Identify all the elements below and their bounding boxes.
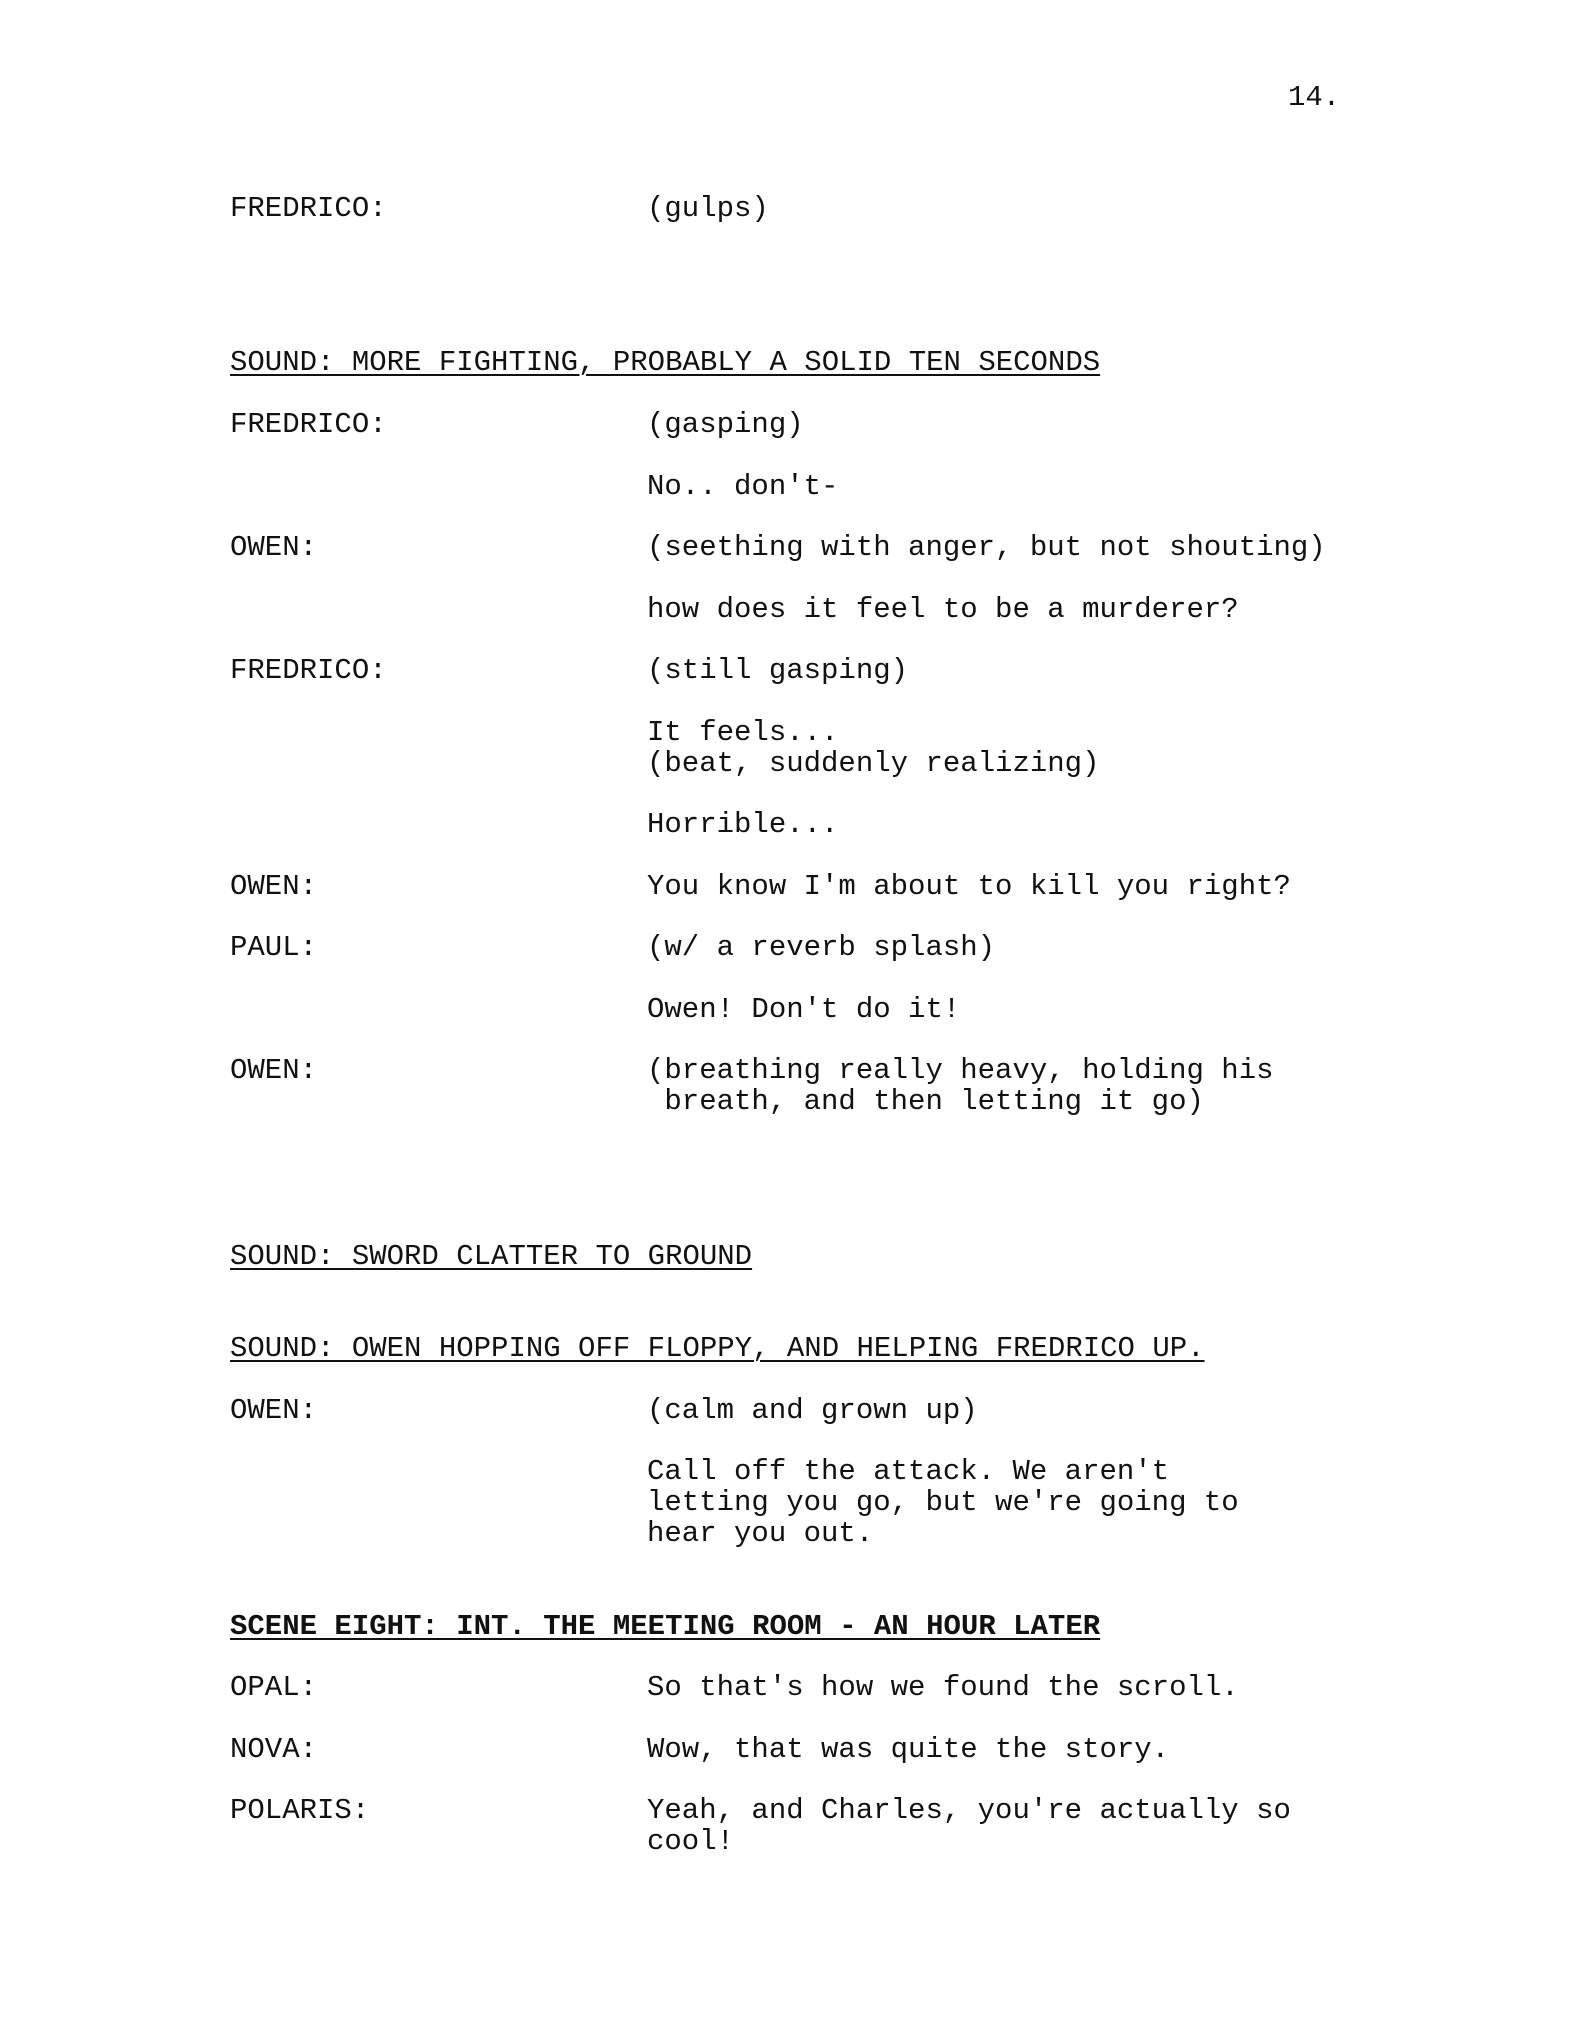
character-name: OPAL: (230, 1671, 318, 1704)
sound-cue: SOUND: OWEN HOPPING OFF FLOPPY, AND HELPING FREDRICO UP. (230, 1332, 1205, 1365)
dialogue-line: Owen! Don't do it! (647, 993, 961, 1026)
character-name: OWEN: (230, 870, 318, 903)
character-name: FREDRICO: (230, 654, 387, 687)
character-name: POLARIS: (230, 1794, 370, 1827)
character-name: NOVA: (230, 1733, 318, 1766)
dialogue-line: letting you go, but we're going to (647, 1486, 1239, 1519)
dialogue-line: Horrible... (647, 808, 839, 841)
parenthetical: (w/ a reverb splash) (647, 931, 996, 964)
character-name: OWEN: (230, 1394, 318, 1427)
character-name: FREDRICO: (230, 408, 387, 441)
dialogue-line: No.. don't- (647, 470, 839, 503)
parenthetical: (beat, suddenly realizing) (647, 747, 1100, 780)
character-name: OWEN: (230, 531, 318, 564)
dialogue-line: Yeah, and Charles, you're actually so (647, 1794, 1291, 1827)
parenthetical: breath, and then letting it go) (647, 1085, 1204, 1118)
dialogue-line: hear you out. (647, 1517, 874, 1550)
dialogue-line: cool! (647, 1825, 735, 1858)
character-name: PAUL: (230, 931, 318, 964)
dialogue-line: You know I'm about to kill you right? (647, 870, 1291, 903)
character-name: OWEN: (230, 1054, 318, 1087)
dialogue-line: Call off the attack. We aren't (647, 1455, 1170, 1488)
parenthetical: (breathing really heavy, holding his (647, 1054, 1274, 1087)
dialogue-line: how does it feel to be a murderer? (647, 593, 1239, 626)
parenthetical: (gulps) (647, 192, 769, 225)
character-name: FREDRICO: (230, 192, 387, 225)
page-number: 14. (1288, 81, 1341, 114)
parenthetical: (still gasping) (647, 654, 909, 687)
sound-cue: SOUND: MORE FIGHTING, PROBABLY A SOLID TEN SECONDS (230, 346, 1101, 379)
sound-cue: SOUND: SWORD CLATTER TO GROUND (230, 1240, 753, 1273)
parenthetical: (calm and grown up) (647, 1394, 978, 1427)
parenthetical: (seething with anger, but not shouting) (647, 531, 1326, 564)
parenthetical: (gasping) (647, 408, 804, 441)
scene-heading: SCENE EIGHT: INT. THE MEETING ROOM - AN HOUR LATER (230, 1610, 1101, 1643)
dialogue-line: It feels... (647, 716, 839, 749)
dialogue-line: Wow, that was quite the story. (647, 1733, 1170, 1766)
dialogue-line: So that's how we found the scroll. (647, 1671, 1239, 1704)
